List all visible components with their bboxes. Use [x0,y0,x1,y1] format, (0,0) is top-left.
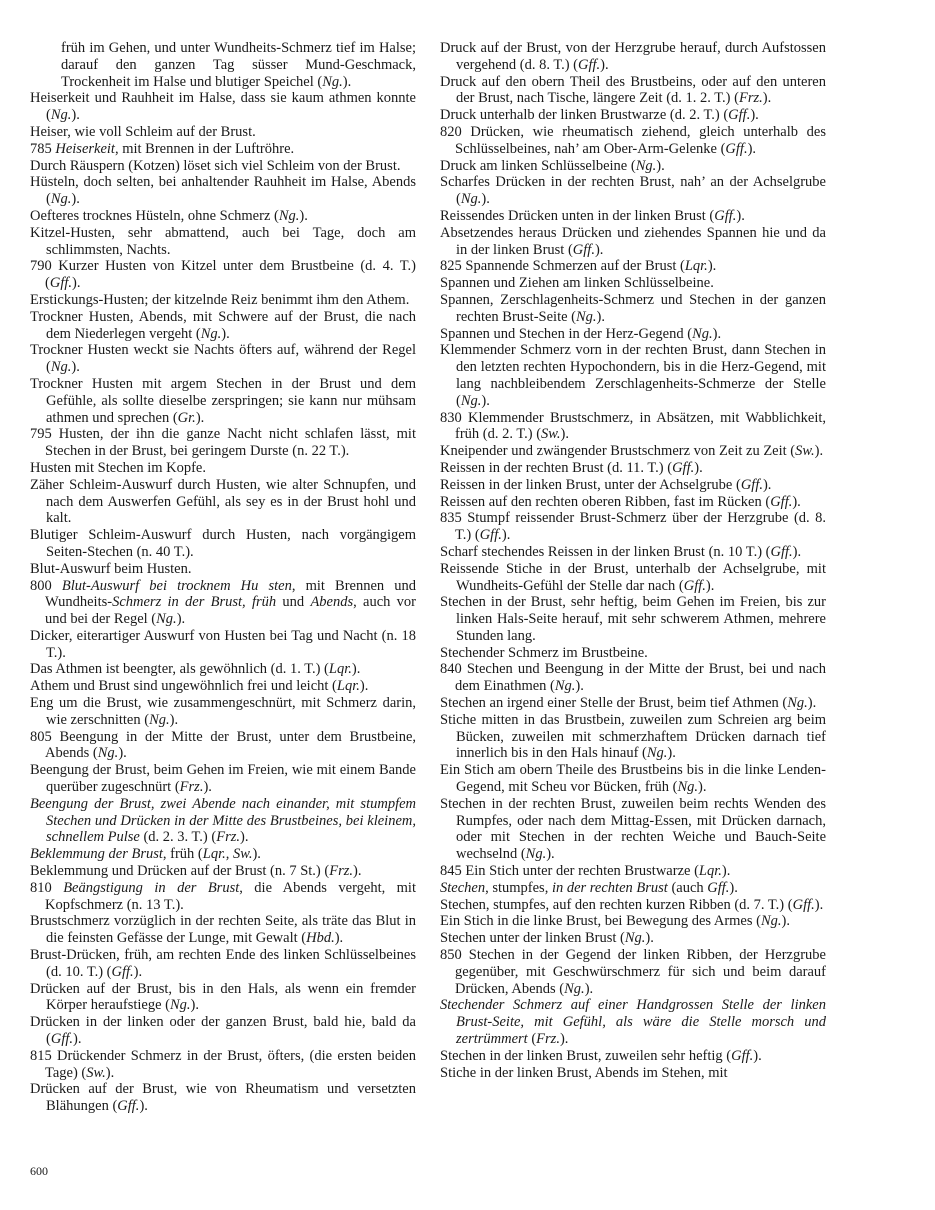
symptom-entry: Heiser, wie voll Schleim auf der Brust. [30,123,256,140]
symptom-entry: Reissende Stiche in der Brust, unterhalb der Achselgrube, mit Wundheits-Gefühl der Stelle dar nach (Gff.). [440,560,826,594]
symptom-entry: Stechen unter der linken Brust (Ng.). [440,930,654,947]
numbered-symptom-entry: 800 Blut-Auswurf bei trocknem Hu sten, mit Brennen und Wundheits-Schmerz in der Brust, früh und Abends, auch vor und bei der Regel (Ng.). [30,577,416,628]
numbered-symptom-entry: 820 Drücken, wie rheumatisch ziehend, gleich unterhalb des Schlüsselbeines, nah’ am Ober-Arm-Gelenke (Gff.). [440,123,826,157]
symptom-entry: Scharfes Drücken in der rechten Brust, nah’ an der Achselgrube (Ng.). [440,174,826,208]
numbered-symptom-entry: 840 Stechen und Beengung in der Mitte der Brust, bei und nach dem Einathmen (Ng.). [440,661,826,695]
symptom-entry: Reissen in der linken Brust, unter der Achselgrube (Gff.). [440,476,772,493]
symptom-entry: Stiche mitten in das Brustbein, zuweilen zum Schreien arg beim Bücken, zuweilen mit schmerzhaftem Drücken darnach tief innerlich bis in den Hals hinauf (Ng.). [440,711,826,762]
symptom-entry: Druck auf der Brust, von der Herzgrube herauf, durch Aufstossen vergehend (d. 8. T.) (Gff.). [440,40,826,73]
symptom-entry: Oefteres trocknes Hüsteln, ohne Schmerz (Ng.). [30,207,308,224]
symptom-entry: Ein Stich am obern Theile des Brustbeins bis in die linke Lenden-Gegend, mit Scheu vor Bücken, früh (Ng.). [440,762,826,796]
numbered-symptom-entry: 790 Kurzer Husten von Kitzel unter dem Brustbeine (d. 4. T.) (Gff.). [30,258,416,292]
symptom-entry: Drücken auf der Brust, bis in den Hals, als wenn ein fremder Körper heraufstiege (Ng.). [30,980,416,1014]
symptom-entry: Eng um die Brust, wie zusammengeschnürt, mit Schmerz darin, wie zerschnitten (Ng.). [30,695,416,728]
symptom-entry: Beengung der Brust, beim Gehen im Freien, wie mit einem Bande querüber zugeschnürt (Frz.). [30,762,416,796]
symptom-entry: Stechen, stumpfes, auf den rechten kurzen Ribben (d. 7. T.) (Gff.). [440,896,824,913]
symptom-entry: Reissendes Drücken unten in der linken Brust (Gff.). [440,207,745,224]
symptom-entry: Stechender Schmerz auf einer Handgrossen Stelle der linken Brust-Seite, mit Gefühl, als wäre die Stelle morsch und zertrümmert (Frz.). [440,997,826,1048]
symptom-entry: Druck am linken Schlüsselbeine (Ng.). [440,157,665,174]
symptom-entry: Trockner Husten, Abends, mit Schwere auf der Brust, die nach dem Niederlegen vergeht (Ng.). [30,308,416,342]
symptom-entry: Ein Stich in die linke Brust, bei Bewegung des Armes (Ng.). [440,913,790,930]
symptom-entry: Stechen, stumpfes, in der rechten Brust (auch Gff.). [440,879,738,896]
symptom-entry: Drücken auf der Brust, wie von Rheumatism und versetzten Blähungen (Gff.). [30,1081,416,1115]
symptom-entry: Blut-Auswurf beim Husten. [30,560,192,577]
numbered-symptom-entry: 845 Ein Stich unter der rechten Brustwarze (Lqr.). [440,863,731,880]
left-column [30,40,416,1115]
numbered-symptom-entry: 825 Spannende Schmerzen auf der Brust (Lqr.). [440,258,717,275]
numbered-symptom-entry: 805 Beengung in der Mitte der Brust, unter dem Brustbeine, Abends (Ng.). [30,728,416,762]
symptom-entry: Beklemmung und Drücken auf der Brust (n. 7 St.) (Frz.). [30,863,362,880]
symptom-entry: Kneipender und zwängender Brustschmerz von Zeit zu Zeit (Sw.). [440,443,824,460]
symptom-entry: Stechender Schmerz im Brustbeine. [440,644,648,661]
symptom-entry: Spannen und Stechen in der Herz-Gegend (Ng.). [440,325,722,342]
symptom-entry: Heiserkeit und Rauhheit im Halse, dass sie kaum athmen konnte (Ng.). [30,90,416,124]
symptom-entry: Hüsteln, doch selten, bei anhaltender Rauhheit im Halse, Abends (Ng.). [30,174,416,208]
symptom-entry: Beengung der Brust, zwei Abende nach einander, mit stumpfem Stechen und Drücken in der Mitte des Brustbeines, bei kleinem, schnellem Pulse (d. 2. 3. T.) (Frz.). [30,795,416,846]
symptom-entry: Blutiger Schleim-Auswurf durch Husten, nach vorgängigem Seiten-Stechen (n. 40 T.). [30,527,416,560]
symptom-entry: Spannen, Zerschlagenheits-Schmerz und Stechen in der ganzen rechten Brust-Seite (Ng.). [440,291,826,325]
numbered-symptom-entry: 810 Beängstigung in der Brust, die Abends vergeht, mit Kopfschmerz (n. 13 T.). [30,879,416,913]
symptom-entry: Brustschmerz vorzüglich in der rechten Seite, als träte das Blut in die feinsten Gefässe der Lunge, mit Gewalt (Hbd.). [30,913,416,947]
symptom-entry: Stechen in der rechten Brust, zuweilen beim rechts Wenden des Rumpfes, oder nach dem Mittag-Essen, mit Drücken darnach, oder mit Stechen in der rechten Weiche und Bauch-Seite wechselnd (Ng.). [440,795,826,863]
symptom-entry: Das Athmen ist beengter, als gewöhnlich (d. 1. T.) (Lqr.). [30,661,361,678]
numbered-symptom-entry: 835 Stumpf reissender Brust-Schmerz über der Herzgrube (d. 8. T.) (Gff.). [440,510,826,544]
symptom-entry: Trockner Husten weckt sie Nachts öfters auf, während der Regel (Ng.). [30,342,416,376]
symptom-entry: Kitzel-Husten, sehr abmattend, auch bei Tage, doch am schlimmsten, Nachts. [30,224,416,258]
symptom-entry: Druck auf den obern Theil des Brustbeins, oder auf den unteren der Brust, nach Tische, längere Zeit (d. 1. 2. T.) (Frz.). [440,73,826,107]
symptom-entry: Durch Räuspern (Kotzen) löset sich viel Schleim von der Brust. [30,157,401,174]
symptom-entry: Dicker, eiterartiger Auswurf von Husten bei Tag und Nacht (n. 18 T.). [30,627,416,661]
symptom-entry: Stechen an irgend einer Stelle der Brust, beim tief Athmen (Ng.). [440,695,817,712]
page-number: 600 [30,1164,48,1178]
symptom-entry: Erstickungs-Husten; der kitzelnde Reiz benimmt ihm den Athem. [30,291,410,308]
symptom-entry: Beklemmung der Brust, früh (Lqr., Sw.). [30,846,261,863]
symptom-entry: Stechen in der linken Brust, zuweilen sehr heftig (Gff.). [440,1047,762,1064]
symptom-entry: Klemmender Schmerz vorn in der rechten Brust, dann Stechen in den letzten rechten Hypochondern, bis in die Herz-Gegend, mit lang nachbleibendem Zerschlagenheits-Schmerze der Stelle (Ng.). [440,342,826,409]
numbered-symptom-entry: 795 Husten, der ihn die ganze Nacht nicht schlafen lässt, mit Stechen in der Brust, bei geringem Durste (n. 22 T.). [30,426,416,460]
numbered-symptom-entry: 850 Stechen in der Gegend der linken Ribben, der Herzgrube gegenüber, mit Geschwürschmerz für sich und beim darauf Drücken, Abends (Ng.). [440,947,826,997]
symptom-entry: Brust-Drücken, früh, am rechten Ende des linken Schlüsselbeines (d. 10. T.) (Gff.). [30,947,416,980]
symptom-entry: Scharf stechendes Reissen in der linken Brust (n. 10 T.) (Gff.). [440,543,802,560]
symptom-entry: Absetzendes heraus Drücken und ziehendes Spannen hie und da in der linken Brust (Gff.). [440,224,826,258]
numbered-symptom-entry: 830 Klemmender Brustschmerz, in Absätzen, mit Wabblichkeit, früh (d. 2. T.) (Sw.). [440,409,826,443]
symptom-entry: Zäher Schleim-Auswurf durch Husten, wie alter Schnupfen, und nach dem Auswerfen Gefühl, als sey es in der Brust hohl und kalt. [30,476,416,527]
numbered-symptom-entry: 815 Drückender Schmerz in der Brust, öfters, (die ersten beiden Tage) (Sw.). [30,1047,416,1081]
symptom-entry: Reissen auf den rechten oberen Ribben, fast im Rücken (Gff.). [440,493,801,510]
symptom-entry: Husten mit Stechen im Kopfe. [30,459,206,476]
symptom-entry: Trockner Husten mit argem Stechen in der Brust und dem Gefühle, als sollte dieselbe zerspringen; sie kann nur mühsam athmen und sprechen (Gr.). [30,375,416,426]
symptom-entry: Athem und Brust sind ungewöhnlich frei und leicht (Lqr.). [30,678,369,695]
right-column [440,40,826,1081]
symptom-entry: Druck unterhalb der linken Brustwarze (d. 2. T.) (Gff.). [440,107,759,124]
symptom-entry: Spannen und Ziehen am linken Schlüsselbeine. [440,275,714,292]
symptom-entry: Stiche in der linken Brust, Abends im Stehen, mit [440,1064,728,1081]
symptom-entry: Reissen in der rechten Brust (d. 11. T.) (Gff.). [440,459,703,476]
symptom-entry: früh im Gehen, und unter Wundheits-Schmerz tief im Halse; darauf den ganzen Tag süsser Mund-Geschmack, Trockenheit im Halse und blutiger Speichel (Ng.). [61,40,416,90]
symptom-entry: Stechen in der Brust, sehr heftig, beim Gehen im Freien, bis zur linken Hals-Seite herauf, mit sehr schwerem Athmen, mehrere Stunden lang. [440,594,826,644]
numbered-symptom-entry: 785 Heiserkeit, mit Brennen in der Luftröhre. [30,140,295,157]
symptom-entry: Drücken in der linken oder der ganzen Brust, bald hie, bald da (Gff.). [30,1014,416,1048]
